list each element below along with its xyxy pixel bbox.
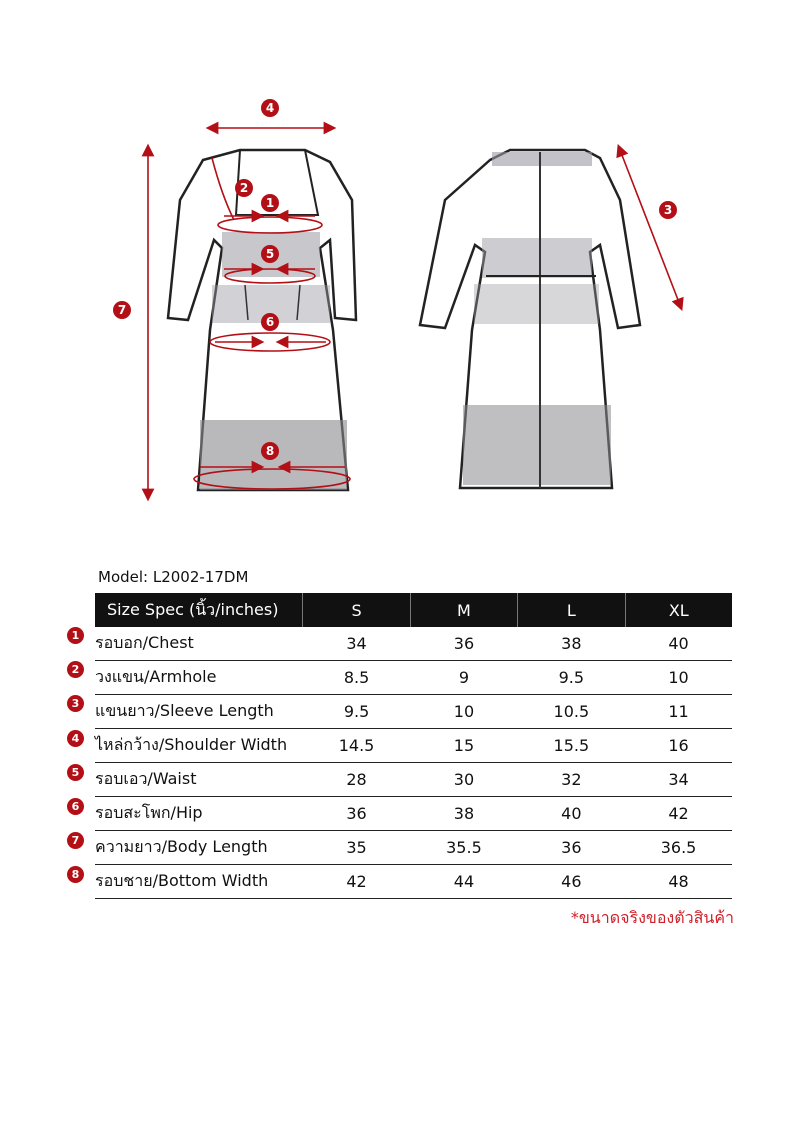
cell-value: 42: [303, 865, 410, 899]
row-marker-7: 7: [67, 832, 84, 849]
cell-value: 15: [410, 729, 517, 763]
row-label: วงแขน/Armhole: [95, 661, 303, 695]
svg-text:4: 4: [265, 101, 275, 115]
cell-value: 35.5: [410, 831, 517, 865]
cell-value: 44: [410, 865, 517, 899]
cell-value: 9.5: [518, 661, 625, 695]
cell-value: 16: [625, 729, 732, 763]
marker-8: [261, 442, 279, 460]
row-label: ไหล่กว้าง/Shoulder Width: [95, 729, 303, 763]
cell-value: 36: [410, 627, 517, 661]
svg-text:6: 6: [265, 315, 275, 329]
cell-value: 10: [410, 695, 517, 729]
cell-value: 40: [625, 627, 732, 661]
size-header-l: L: [518, 593, 625, 627]
cell-value: 14.5: [303, 729, 410, 763]
cell-value: 40: [518, 797, 625, 831]
cell-value: 34: [625, 763, 732, 797]
dress-sketch: [0, 0, 800, 540]
row-label: รอบอก/Chest: [95, 627, 303, 661]
model-label: Model: L2002-17DM: [98, 568, 249, 586]
marker-5: [261, 245, 279, 263]
row-marker-5: 5: [67, 764, 84, 781]
size-spec-table: [95, 593, 732, 899]
cell-value: 35: [303, 831, 410, 865]
row-label: แขนยาว/Sleeve Length: [95, 695, 303, 729]
cell-value: 38: [518, 627, 625, 661]
table-row: [95, 627, 732, 661]
row-label: รอบชาย/Bottom Width: [95, 865, 303, 899]
table-row: [95, 695, 732, 729]
svg-text:7: 7: [117, 303, 127, 317]
marker-3: [659, 201, 677, 219]
table-row: [95, 661, 732, 695]
marker-7: [113, 301, 131, 319]
table-row: [95, 729, 732, 763]
row-marker-8: 8: [67, 866, 84, 883]
marker-4: [261, 99, 279, 117]
cell-value: 28: [303, 763, 410, 797]
cell-value: 36: [303, 797, 410, 831]
cell-value: 34: [303, 627, 410, 661]
cell-value: 11: [625, 695, 732, 729]
marker-1: [261, 194, 279, 212]
svg-text:1: 1: [265, 196, 275, 210]
cell-value: 10.5: [518, 695, 625, 729]
table-row: [95, 865, 732, 899]
svg-text:2: 2: [239, 181, 249, 195]
marker-2: [235, 179, 253, 197]
row-marker-4: 4: [67, 730, 84, 747]
row-markers: [67, 627, 87, 901]
cell-value: 42: [625, 797, 732, 831]
cell-value: 9: [410, 661, 517, 695]
row-marker-1: 1: [67, 627, 84, 644]
svg-text:5: 5: [265, 247, 275, 261]
row-label: ความยาว/Body Length: [95, 831, 303, 865]
table-row: [95, 797, 732, 831]
row-marker-6: 6: [67, 798, 84, 815]
cell-value: 9.5: [303, 695, 410, 729]
row-marker-3: 3: [67, 695, 84, 712]
row-label: รอบสะโพก/Hip: [95, 797, 303, 831]
cell-value: 15.5: [518, 729, 625, 763]
cell-value: 30: [410, 763, 517, 797]
spec-header: Size Spec (นิ้ว/inches): [95, 593, 303, 627]
cell-value: 46: [518, 865, 625, 899]
table-header-row: [95, 593, 732, 627]
cell-value: 8.5: [303, 661, 410, 695]
cell-value: 36.5: [625, 831, 732, 865]
size-header-m: M: [410, 593, 517, 627]
row-marker-2: 2: [67, 661, 84, 678]
cell-value: 32: [518, 763, 625, 797]
cell-value: 48: [625, 865, 732, 899]
table-row: [95, 763, 732, 797]
cell-value: 38: [410, 797, 517, 831]
size-header-xl: XL: [625, 593, 732, 627]
marker-6: [261, 313, 279, 331]
table-row: [95, 831, 732, 865]
svg-text:3: 3: [663, 203, 673, 217]
size-header-s: S: [303, 593, 410, 627]
cell-value: 10: [625, 661, 732, 695]
svg-text:8: 8: [265, 444, 275, 458]
back-dress-illustration: [420, 150, 640, 488]
actual-size-note: *ขนาดจริงของตัวสินค้า: [570, 908, 734, 927]
row-label: รอบเอว/Waist: [95, 763, 303, 797]
cell-value: 36: [518, 831, 625, 865]
